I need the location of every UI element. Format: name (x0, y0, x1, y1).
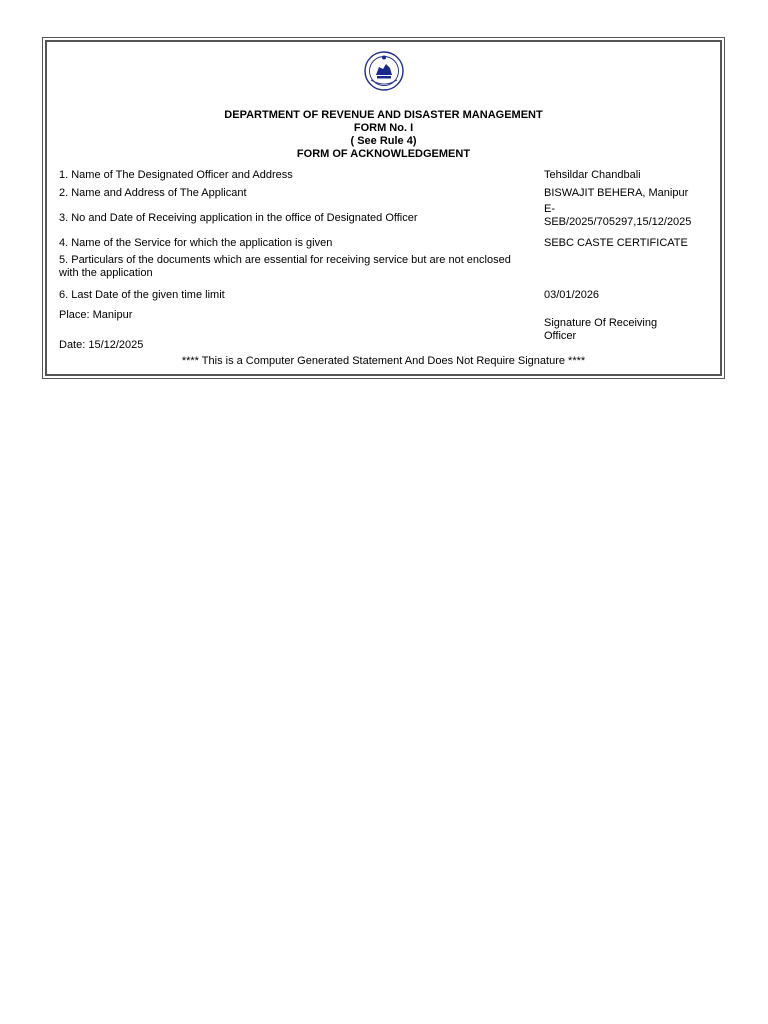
footer-note: **** This is a Computer Generated Statement And Does Not Require Signature **** (181, 355, 586, 367)
form-header (47, 109, 720, 161)
row-3-value-line2: SEB/2025/705297,15/12/2025 (544, 216, 692, 228)
signature-line2: Officer (544, 330, 577, 342)
row-6-value: 03/01/2026 (544, 289, 600, 301)
row-1-label: 1. Name of The Designated Officer and Address (59, 169, 293, 181)
row-3-value-line1: E- (544, 203, 555, 215)
row-5-label-line1: 5. Particulars of the documents which are essential for receiving service but are not enclosed (59, 254, 511, 266)
department-title: DEPARTMENT OF REVENUE AND DISASTER MANAGEMENT (224, 109, 543, 121)
place-label: Place: Manipur (59, 309, 133, 321)
signature-line1: Signature Of Receiving (544, 317, 658, 329)
state-emblem-icon (363, 50, 405, 92)
row-5-label-line2: with the application (59, 267, 153, 279)
rule-reference: ( See Rule 4) (350, 135, 417, 147)
acknowledgement-inner-border (45, 40, 722, 376)
date-label: Date: 15/12/2025 (59, 339, 144, 351)
row-2-label: 2. Name and Address of The Applicant (59, 187, 247, 199)
form-title: FORM OF ACKNOWLEDGEMENT (296, 148, 471, 160)
form-number: FORM No. I (353, 122, 414, 134)
row-6-label: 6. Last Date of the given time limit (59, 289, 225, 301)
row-4-label: 4. Name of the Service for which the application is given (59, 237, 333, 249)
row-2-value: BISWAJIT BEHERA, Manipur (544, 187, 689, 199)
row-3-value (544, 203, 724, 229)
row-1-value: Tehsildar Chandbali (544, 169, 641, 181)
row-3-label: 3. No and Date of Receiving application in the office of Designated Officer (59, 212, 418, 224)
acknowledgement-frame (42, 37, 725, 379)
signature-label (544, 317, 724, 343)
row-5-label (59, 254, 511, 280)
row-4-value: SEBC CASTE CERTIFICATE (544, 237, 688, 249)
